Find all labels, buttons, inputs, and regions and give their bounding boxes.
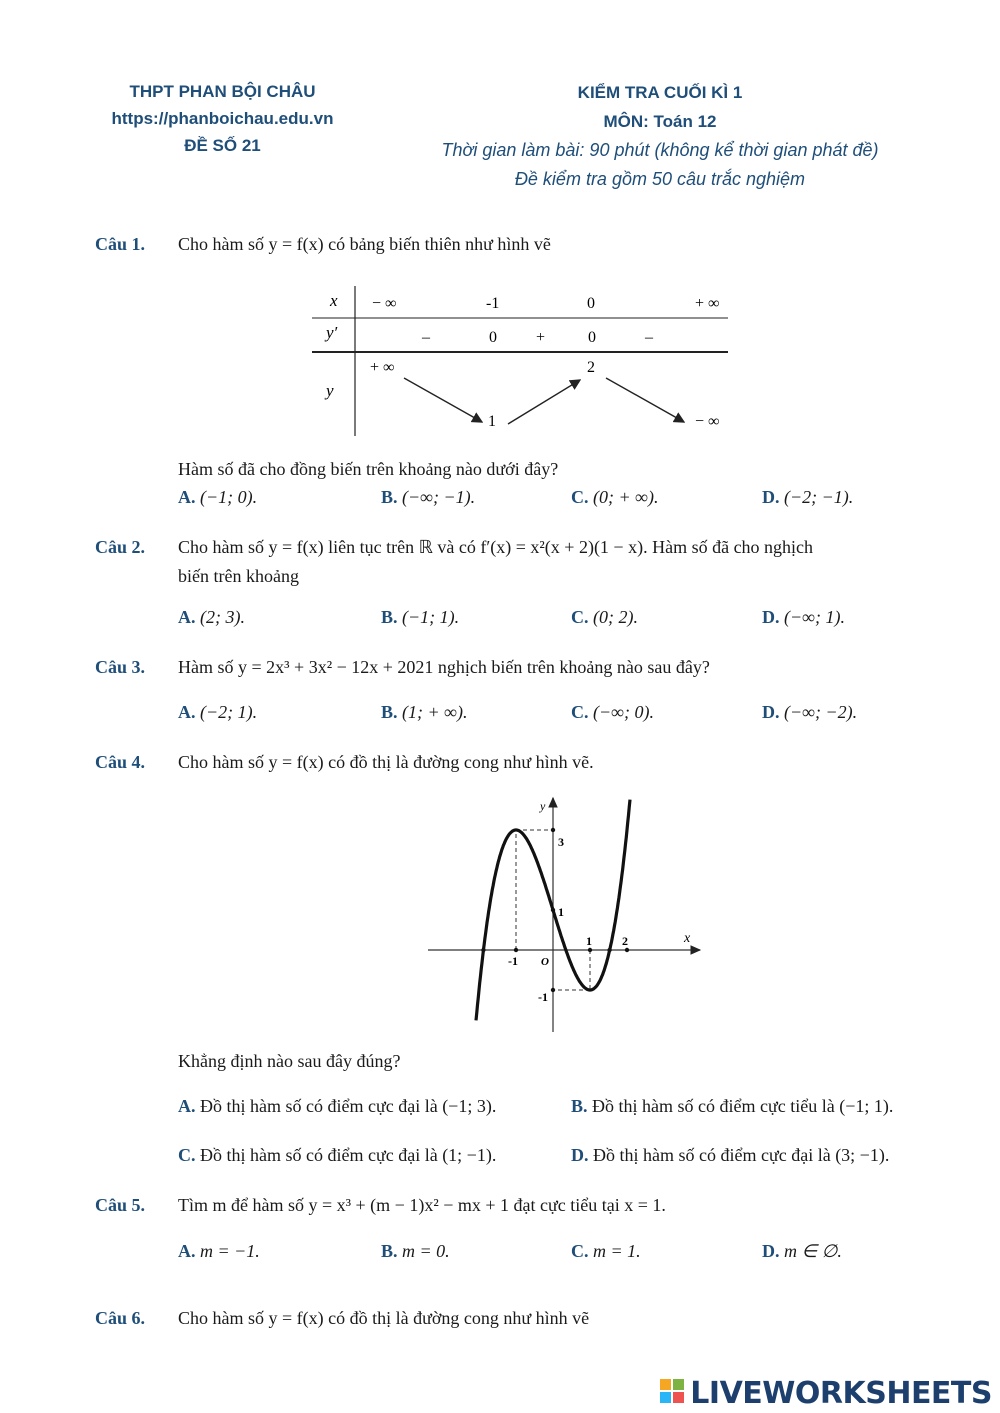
q4-option-b[interactable]: B. Đồ thị hàm số có điểm cực tiểu là (−1; 1). [571,1096,894,1116]
q5-option-d[interactable]: D. m ∈ ∅. [762,1241,842,1261]
q6-text: Cho hàm số y = f(x) có đồ thị là đường cong như hình vẽ [178,1308,590,1328]
q4-prompt: Khẳng định nào sau đây đúng? [178,1051,401,1071]
q5-label: Câu 5. [95,1195,146,1215]
vt-x-value: -1 [486,295,500,312]
vt-sign: 0 [588,329,596,346]
exam-number: ĐỀ SỐ 21 [184,136,261,155]
q1-option-b[interactable]: B. (−∞; −1). [381,487,476,507]
variation-table [300,286,740,442]
q4-text: Cho hàm số y = f(x) có đồ thị là đường cong như hình vẽ. [178,752,594,772]
vt-y-value: − ∞ [695,413,720,430]
header-right [395,78,925,194]
q2-text-line2: biến trên khoảng [178,566,299,586]
tick-label-x: 1 [586,934,592,948]
q1-option-a[interactable]: A. (−1; 0). [178,487,258,507]
exam-title: KIỂM TRA CUỐI KÌ 1 [577,83,743,102]
vt-x-label: x [330,291,338,310]
vt-x-value: 0 [587,295,595,312]
q2-option-c[interactable]: C. (0; 2). [571,607,638,627]
q3-label: Câu 3. [95,657,146,677]
graph-point [588,948,592,952]
tick-label-x: 2 [622,934,628,948]
q2-option-b[interactable]: B. (−1; 1). [381,607,460,627]
vt-sign: + [536,329,546,346]
graph-point [514,948,518,952]
q1-label: Câu 1. [95,234,146,254]
vt-y-value: 1 [488,413,496,430]
vt-x-value: − ∞ [372,295,397,312]
q5-option-b[interactable]: B. m = 0. [381,1241,450,1261]
q4-option-d[interactable]: D. Đồ thị hàm số có điểm cực đại là (3; −1). [571,1145,890,1165]
q4-option-c[interactable]: C. Đồ thị hàm số có điểm cực đại là (1; −1). [178,1145,497,1165]
origin-label: O [541,956,549,968]
q4-label: Câu 4. [95,752,146,772]
graph-point [551,828,555,832]
q3-option-d[interactable]: D. (−∞; −2). [762,702,858,722]
q6-label: Câu 6. [95,1308,146,1328]
q2-option-a[interactable]: A. (2; 3). [178,607,245,627]
q3-option-a[interactable]: A. (−2; 1). [178,702,258,722]
tick-label-y: -1 [538,990,548,1004]
graph-point [625,948,629,952]
vt-y-label: y [326,381,334,400]
exam-question-count: Đề kiểm tra gồm 50 câu trắc nghiệm [514,169,806,189]
q3-option-b[interactable]: B. (1; + ∞). [381,702,468,722]
q5-text: Tìm m để hàm số y = x³ + (m − 1)x² − mx + 1 đạt cực tiểu tại x = 1. [178,1195,666,1215]
q2-option-d[interactable]: D. (−∞; 1). [762,607,845,627]
q5-option-a[interactable]: A. m = −1. [178,1241,260,1261]
q1-option-d[interactable]: D. (−2; −1). [762,487,854,507]
vt-yp-label: y′ [326,323,338,342]
q2-label: Câu 2. [95,537,146,557]
tick-label-y: 3 [558,835,564,849]
q1-text: Cho hàm số y = f(x) có bảng biến thiên như hình vẽ [178,234,551,254]
liveworksheets-brand: LIVEWORKSHEETS [690,1376,992,1411]
exam-duration: Thời gian làm bài: 90 phút (không kể thời gian phát đề) [441,140,879,160]
graph-point [551,988,555,992]
vt-sign: – [422,329,430,346]
x-axis-label: x [684,931,691,946]
graph-point [551,908,555,912]
vt-y-value: + ∞ [370,359,395,376]
vt-arrow-down [606,378,684,422]
q3-text: Hàm số y = 2x³ + 3x² − 12x + 2021 nghịch biến trên khoảng nào sau đây? [178,657,710,677]
q1-prompt: Hàm số đã cho đồng biến trên khoảng nào dưới đây? [178,459,559,479]
vt-sign: – [645,329,653,346]
graph-point [481,948,485,952]
q2-text-line1: Cho hàm số y = f(x) liên tục trên ℝ và có f′(x) = x²(x + 2)(1 − x). Hàm số đã cho nghịch [178,537,814,557]
q4-option-a[interactable]: A. Đồ thị hàm số có điểm cực đại là (−1; 3). [178,1096,497,1116]
liveworksheets-icon [660,1379,686,1405]
school-name: THPT PHAN BỘI CHÂU [129,82,316,101]
exam-subject: MÔN: Toán 12 [603,112,717,131]
vt-y-value: 2 [587,359,595,376]
tick-label-x: -1 [508,954,518,968]
graph-point [607,948,611,952]
function-graph [420,790,710,1040]
liveworksheets-logo[interactable] [660,1376,992,1411]
q3-option-c[interactable]: C. (−∞; 0). [571,702,654,722]
y-axis-label: y [540,799,546,813]
header-left [60,78,385,159]
vt-sign: 0 [489,329,497,346]
vt-arrow-down [404,378,482,422]
q5-option-c[interactable]: C. m = 1. [571,1241,641,1261]
tick-label-y: 1 [558,905,564,919]
q1-option-c[interactable]: C. (0; + ∞). [571,487,659,507]
vt-arrow-up [508,380,580,424]
school-website[interactable]: https://phanboichau.edu.vn [111,109,334,128]
vt-x-value: + ∞ [695,295,720,312]
